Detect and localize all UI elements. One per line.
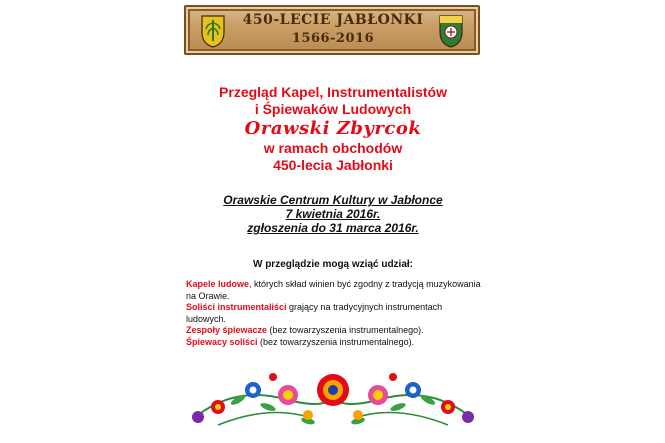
headline-line-5: 450-lecia Jabłonki — [273, 157, 393, 173]
list-item-label: Śpiewacy soliści — [186, 336, 258, 347]
list-item — [186, 337, 482, 349]
list-item — [186, 325, 482, 337]
banner-years: 1566-2016 — [291, 31, 375, 46]
list-item-text: , których skład winien być zgodny z tradycją muzykowania na Orawie. — [186, 279, 481, 301]
poster — [178, 0, 488, 443]
participation-list — [186, 279, 482, 348]
list-item-text: (bez towarzyszenia instrumentalnego). — [257, 336, 415, 347]
list-item-label: Zespoły śpiewacze — [186, 325, 268, 335]
venue-place: Orawskie Centrum Kultury w Jabłonce — [223, 193, 443, 207]
anniversary-banner — [184, 5, 480, 55]
folk-flower-ornament — [178, 355, 488, 435]
list-item-text: (bez towarzyszenia instrumentalnego). — [267, 325, 424, 335]
participation-heading: W przeglądzie mogą wziąć udział: — [252, 259, 414, 270]
central-flower — [317, 374, 349, 406]
registration-deadline: zgłoszenia do 31 marca 2016r. — [247, 221, 419, 235]
event-date: 7 kwietnia 2016r. — [285, 207, 381, 221]
event-name: Orawski Zbyrcok — [244, 118, 422, 139]
headline-line-1: Przegląd Kapel, Instrumentalistów — [219, 84, 447, 100]
list-item-label: Soliści instrumentaliści — [186, 302, 287, 312]
coat-of-arms-left-icon — [200, 14, 226, 48]
headline — [178, 84, 488, 174]
list-item-label: Kapele ludowe — [186, 279, 250, 289]
banner-title: 450-LECIE JABŁONKI — [242, 12, 424, 28]
headline-line-4: w ramach obchodów — [263, 140, 403, 156]
list-item — [186, 279, 482, 302]
list-item-text: grający na tradycyjnych instrumentach ludowych. — [186, 302, 443, 324]
venue-block — [178, 193, 488, 235]
headline-line-2: i Śpiewaków Ludowych — [254, 101, 412, 117]
list-item — [186, 302, 482, 325]
coat-of-arms-right-icon — [438, 14, 464, 48]
